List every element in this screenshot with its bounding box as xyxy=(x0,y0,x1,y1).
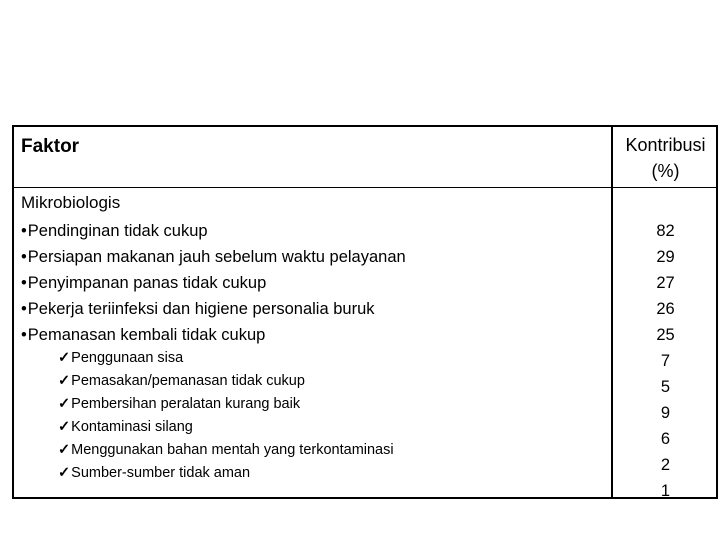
main-factor-list xyxy=(21,218,406,348)
sub-factor-item xyxy=(58,393,394,416)
contribution-value: 27 xyxy=(656,274,675,292)
contribution-value: 29 xyxy=(656,248,675,266)
sub-factor-label: Sumber-sumber tidak aman xyxy=(71,465,251,481)
sub-factor-list xyxy=(58,347,394,485)
contribution-value: 82 xyxy=(656,222,675,240)
main-factor-item xyxy=(21,270,406,296)
contribution-value: 5 xyxy=(660,378,671,396)
sub-factor-label: Pemasakan/pemanasan tidak cukup xyxy=(71,373,305,389)
contribution-value: 1 xyxy=(660,482,671,500)
main-factor-label: Pekerja teriinfeksi dan higiene personalia buruk xyxy=(27,300,375,318)
main-factor-label: Persiapan makanan jauh sebelum waktu pelayanan xyxy=(27,248,406,266)
contribution-header-line2: (%) xyxy=(651,161,680,181)
contribution-table xyxy=(12,125,718,499)
sub-factor-label: Menggunakan bahan mentah yang terkontaminasi xyxy=(71,442,394,458)
sub-factor-label: Kontaminasi silang xyxy=(71,419,193,435)
factor-header: Faktor xyxy=(21,136,80,157)
contribution-value: 7 xyxy=(660,352,671,370)
contribution-value: 25 xyxy=(656,326,675,344)
contribution-values xyxy=(613,218,718,504)
main-factor-label: Penyimpanan panas tidak cukup xyxy=(27,274,267,292)
contribution-header-line1: Kontribusi xyxy=(625,135,706,155)
sub-factor-label: Penggunaan sisa xyxy=(71,350,184,366)
main-factor-label: Pendinginan tidak cukup xyxy=(27,222,208,240)
sub-factor-item xyxy=(58,416,394,439)
sub-factor-item xyxy=(58,347,394,370)
main-factor-item xyxy=(21,218,406,244)
main-factor-item xyxy=(21,296,406,322)
main-factor-item xyxy=(21,322,406,348)
main-factor-label: Pemanasan kembali tidak cukup xyxy=(27,326,266,344)
sub-factor-label: Pembersihan peralatan kurang baik xyxy=(71,396,301,412)
contribution-value: 6 xyxy=(660,430,671,448)
header-row-divider xyxy=(14,187,716,188)
sub-factor-item xyxy=(58,370,394,393)
sub-factor-item xyxy=(58,439,394,462)
section-title: Mikrobiologis xyxy=(21,193,121,212)
sub-factor-item xyxy=(58,462,394,485)
main-factor-item xyxy=(21,244,406,270)
contribution-header xyxy=(613,132,718,184)
contribution-value: 26 xyxy=(656,300,675,318)
contribution-value: 2 xyxy=(660,456,671,474)
contribution-value: 9 xyxy=(660,404,671,422)
